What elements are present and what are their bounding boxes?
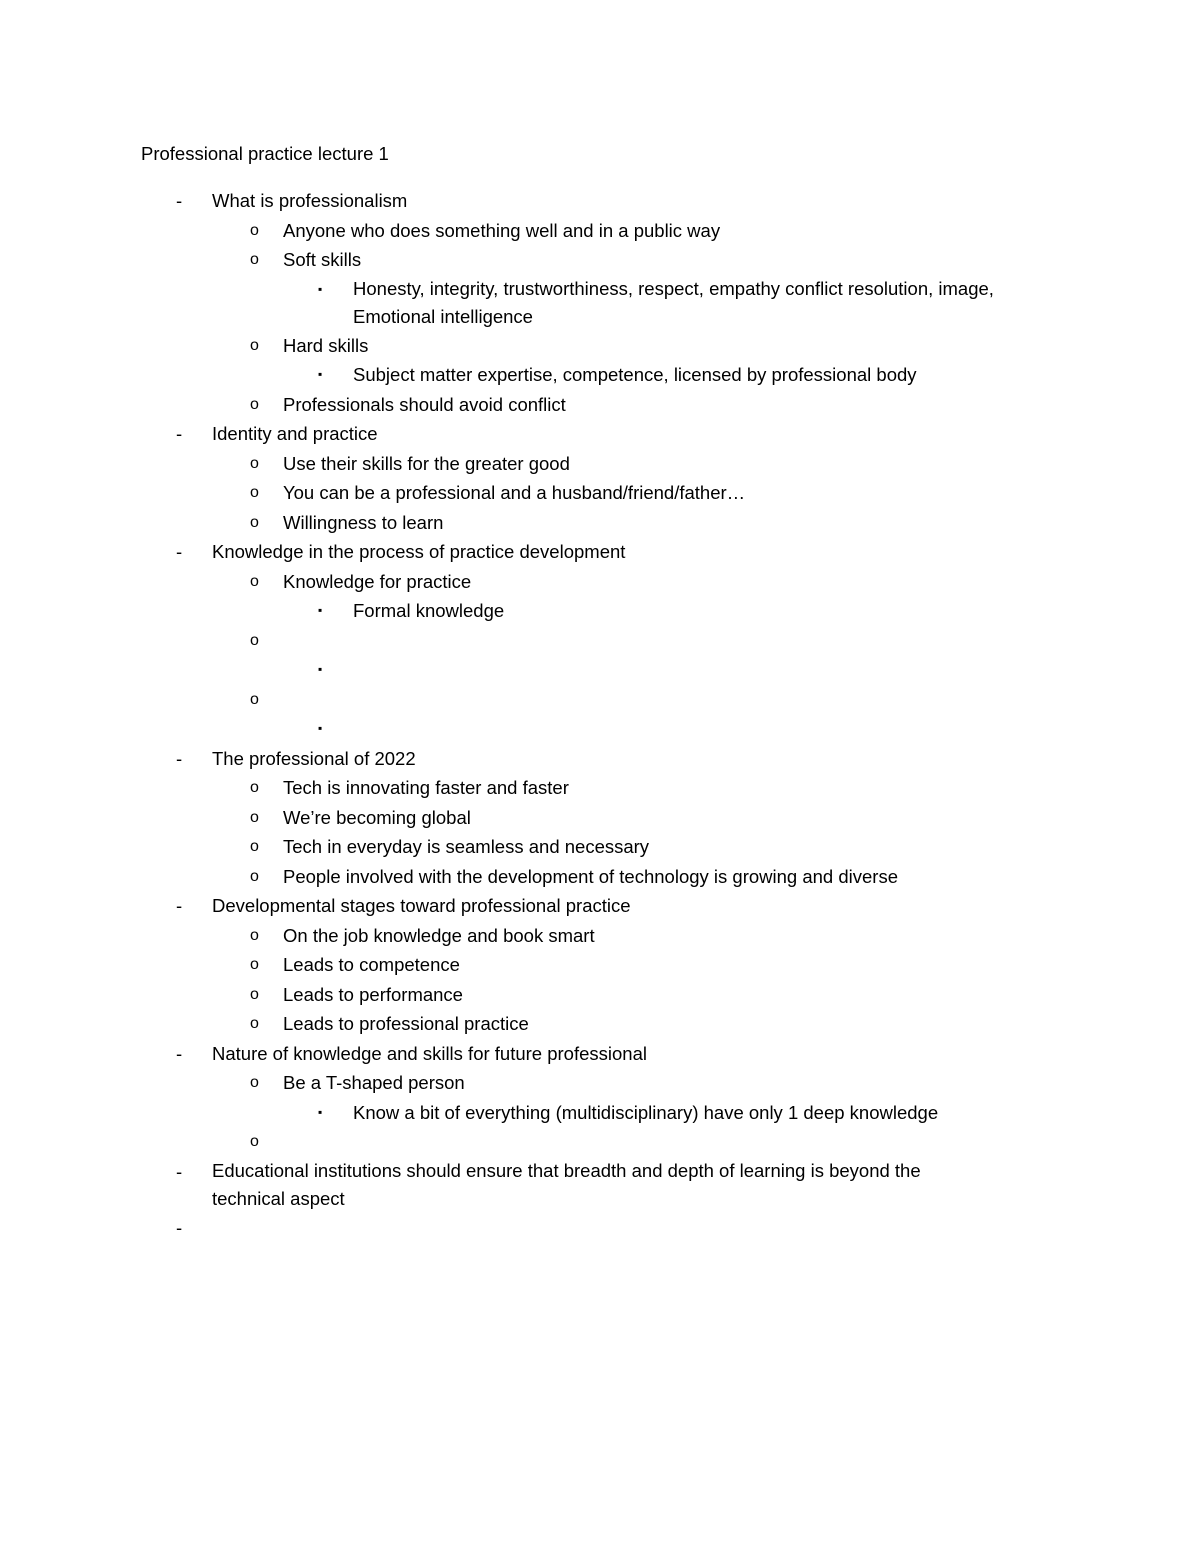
bullet-marker: ▪ <box>318 603 323 617</box>
bullet-marker: - <box>176 423 183 444</box>
outline-item-level-2 <box>0 478 1200 508</box>
page-title: Professional practice lecture 1 <box>141 143 389 164</box>
bullet-marker: - <box>176 895 183 916</box>
outline-item-text: Identity and practice <box>212 423 378 444</box>
outline-item-level-1 <box>0 744 1200 774</box>
outline-item-level-2 <box>0 245 1200 275</box>
bullet-marker: o <box>250 779 259 796</box>
outline-item-text: Use their skills for the greater good <box>283 452 570 474</box>
outline-item-level-2 <box>0 1068 1200 1098</box>
outline-item-text: You can be a professional and a husband/friend/father… <box>283 482 746 503</box>
outline-item-level-1 <box>0 1157 1200 1213</box>
outline-item-level-2 <box>0 449 1200 479</box>
bullet-marker: o <box>250 926 259 944</box>
outline-item-text: Willingness to learn <box>283 511 444 533</box>
bullet-marker: o <box>250 484 259 501</box>
outline-item-level-2 <box>0 508 1200 538</box>
outline-item-level-2 <box>0 216 1200 246</box>
bullet-marker: - <box>176 541 183 562</box>
bullet-marker: o <box>250 1074 259 1091</box>
outline-item-text: Be a T-shaped person <box>283 1072 465 1093</box>
bullet-marker: o <box>250 572 259 590</box>
outline-item-level-2 <box>0 567 1200 597</box>
bullet-marker: - <box>176 1216 183 1238</box>
bullet-marker: - <box>176 190 183 211</box>
outline-item-text: People involved with the development of technology is growing and diverse <box>283 865 898 887</box>
bullet-marker: o <box>250 454 259 472</box>
outline-item-text: Knowledge in the process of practice development <box>212 541 626 562</box>
outline-item-level-2 <box>0 862 1200 892</box>
outline-item-level-1 <box>0 186 1200 216</box>
bullet-marker: ▪ <box>318 721 323 735</box>
bullet-marker: ▪ <box>318 367 323 381</box>
outline-item-level-2 <box>0 773 1200 803</box>
outline-item-text: Honesty, integrity, trustworthiness, respect, empathy conflict resolution, image, Emotional intelligence <box>353 277 994 327</box>
outline-item-text: Leads to performance <box>283 983 463 1005</box>
outline-item-level-2 <box>0 803 1200 833</box>
outline-item-text: Soft skills <box>283 249 362 270</box>
outline-item-text: Educational institutions should ensure that breadth and depth of learning is beyond the technical aspect <box>212 1159 921 1209</box>
outline-item-text: Developmental stages toward professional practice <box>212 895 631 916</box>
outline-item-level-2 <box>0 832 1200 862</box>
bullet-marker: o <box>250 513 259 531</box>
outline-item-text: We’re becoming global <box>283 806 471 828</box>
outline-list <box>0 186 1200 1242</box>
outline-item-text: Tech is innovating faster and faster <box>283 777 569 798</box>
outline-item-level-2 <box>0 1127 1200 1157</box>
bullet-marker: ▪ <box>318 1104 323 1119</box>
bullet-marker: ▪ <box>318 662 323 676</box>
bullet-marker: o <box>250 867 259 885</box>
outline-item-level-2 <box>0 331 1200 361</box>
outline-item-text: Anyone who does something well and in a public way <box>283 219 721 241</box>
bullet-marker: o <box>250 631 259 649</box>
outline-item-text: Subject matter expertise, competence, licensed by professional body <box>353 364 917 385</box>
outline-item-text: What is professionalism <box>212 190 408 211</box>
outline-item-level-3 <box>0 275 1200 331</box>
outline-item-level-2 <box>0 390 1200 420</box>
bullet-marker: ▪ <box>318 281 323 296</box>
outline-item-level-2 <box>0 921 1200 951</box>
outline-item-level-3 <box>0 360 1200 390</box>
bullet-marker: - <box>176 747 183 769</box>
outline-item-text: Leads to professional practice <box>283 1013 529 1034</box>
bullet-marker: - <box>176 1042 183 1064</box>
outline-item-level-3 <box>0 596 1200 626</box>
outline-item-text: Know a bit of everything (multidisciplinary) have only 1 deep knowledge <box>353 1101 939 1123</box>
outline-item-level-2 <box>0 980 1200 1010</box>
outline-item-level-1 <box>0 537 1200 567</box>
outline-item-text: Tech in everyday is seamless and necessary <box>283 836 650 857</box>
outline-item-level-2 <box>0 626 1200 656</box>
outline-item-level-1 <box>0 1213 1200 1243</box>
bullet-marker: - <box>176 1160 183 1182</box>
outline-item-text: Professionals should avoid conflict <box>283 393 566 415</box>
outline-item-level-2 <box>0 950 1200 980</box>
outline-item-level-1 <box>0 1039 1200 1069</box>
outline-item-text: Knowledge for practice <box>283 570 472 592</box>
bullet-marker: o <box>250 838 259 855</box>
outline-item-level-3 <box>0 1098 1200 1128</box>
bullet-marker: o <box>250 221 259 239</box>
bullet-marker: o <box>250 690 259 708</box>
bullet-marker: o <box>250 251 259 268</box>
outline-item-level-3 <box>0 714 1200 744</box>
outline-item-text: Formal knowledge <box>353 600 505 621</box>
bullet-marker: o <box>250 1133 259 1150</box>
outline-item-text: The professional of 2022 <box>212 747 416 769</box>
outline-item-text: Nature of knowledge and skills for future professional <box>212 1042 647 1064</box>
outline-item-text: Hard skills <box>283 334 369 356</box>
outline-item-level-2 <box>0 685 1200 715</box>
bullet-marker: o <box>250 956 259 973</box>
outline-item-text: Leads to competence <box>283 954 460 975</box>
outline-item-level-1 <box>0 419 1200 449</box>
outline-item-level-3 <box>0 655 1200 685</box>
bullet-marker: o <box>250 985 259 1003</box>
outline-item-text: On the job knowledge and book smart <box>283 924 595 946</box>
outline-item-level-1 <box>0 891 1200 921</box>
bullet-marker: o <box>250 1015 259 1032</box>
outline-item-level-2 <box>0 1009 1200 1039</box>
bullet-marker: o <box>250 336 259 354</box>
bullet-marker: o <box>250 808 259 826</box>
bullet-marker: o <box>250 395 259 413</box>
